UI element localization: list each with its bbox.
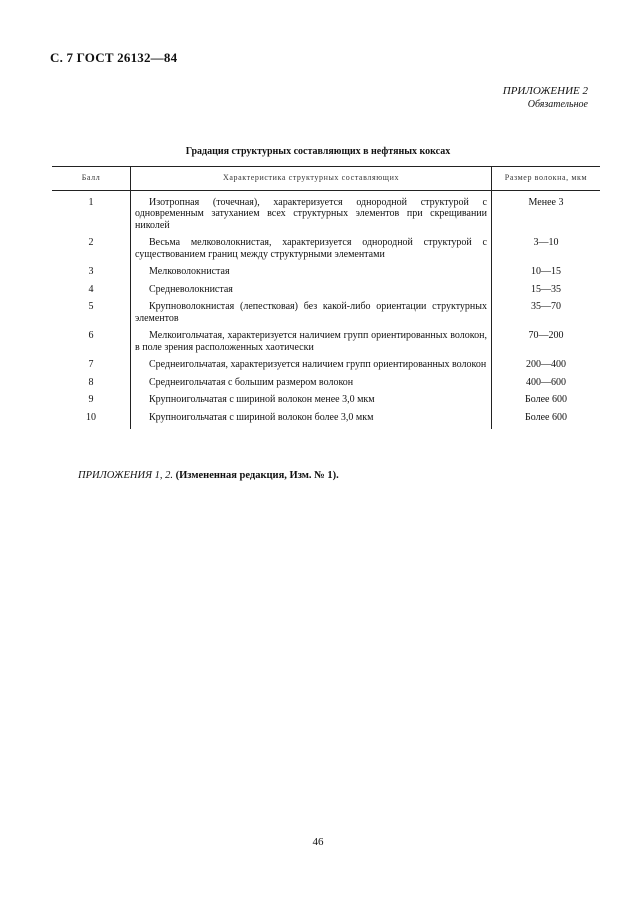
note-appendix-ref: ПРИЛОЖЕНИЯ 1, 2. xyxy=(78,470,173,481)
cell-score: 4 xyxy=(88,283,94,295)
structure-grade-table xyxy=(52,166,600,429)
table-row xyxy=(52,301,600,330)
appendix-block xyxy=(503,85,588,111)
cell-fiber-size: 15—35 xyxy=(531,283,561,295)
cell-score: 9 xyxy=(88,394,94,405)
table-row xyxy=(52,237,600,266)
cell-fiber-size: 400—600 xyxy=(526,376,566,388)
table-row xyxy=(52,190,600,237)
amendment-note xyxy=(78,470,339,481)
table-row xyxy=(52,377,600,395)
table-row xyxy=(52,412,600,430)
cell-score: 8 xyxy=(88,376,94,388)
cell-description: Крупноволокнистая (лепестковая) без какой-либо ориентации структурных элементов xyxy=(131,301,492,330)
cell-fiber-size: 35—70 xyxy=(531,301,561,312)
cell-fiber-size: Более 600 xyxy=(525,394,567,405)
cell-description: Весьма мелковолокнистая, характеризуется однородной структурой с существованием границ между структурными элементами xyxy=(131,237,492,266)
page-header: С. 7 ГОСТ 26132—84 xyxy=(50,50,178,65)
cell-fiber-size: 70—200 xyxy=(528,330,564,341)
cell-fiber-size: Более 600 xyxy=(525,411,567,423)
table-title: Градация структурных составляющих в нефтяных коксах xyxy=(185,146,451,157)
cell-fiber-size: 200—400 xyxy=(526,359,566,370)
table-row xyxy=(52,266,600,284)
header-fiber-size: Размер волокна, мкм xyxy=(492,167,601,191)
cell-description: Мелкоигольчатая, характеризуется наличием групп ориентированных волокон, в поле зрения расположенных хаотически xyxy=(131,330,492,359)
header-description: Характеристика структурных составляющих xyxy=(131,167,492,191)
page-number: 46 xyxy=(312,836,324,848)
table-header-row xyxy=(52,167,600,191)
cell-description: Изотропная (точечная), характеризуется однородной структурой с одновременным затуханием всех структурных элементов при скрещивании николей xyxy=(131,190,492,237)
cell-description: Крупноигольчатая с шириной волокон менее 3,0 мкм xyxy=(131,394,492,412)
note-amendment: (Измененная редакция, Изм. № 1). xyxy=(175,470,339,481)
cell-fiber-size: Менее 3 xyxy=(528,196,564,208)
cell-description: Средневолокнистая xyxy=(131,284,492,302)
cell-score: 6 xyxy=(88,330,94,341)
table-row xyxy=(52,284,600,302)
cell-score: 1 xyxy=(88,196,94,208)
cell-fiber-size: 3—10 xyxy=(533,237,559,248)
header-score: Балл xyxy=(52,167,131,191)
table-row xyxy=(52,330,600,359)
cell-description: Крупноигольчатая с шириной волокон более 3,0 мкм xyxy=(131,412,492,430)
cell-score: 3 xyxy=(88,266,94,277)
table-row xyxy=(52,359,600,377)
cell-score: 5 xyxy=(88,301,94,312)
cell-score: 10 xyxy=(86,411,96,423)
appendix-title: ПРИЛОЖЕНИЕ 2 xyxy=(502,85,588,97)
cell-description: Среднеигольчатая, характеризуется наличием групп ориентированных волокон xyxy=(131,359,492,377)
table-row xyxy=(52,394,600,412)
appendix-status: Обязательное xyxy=(527,99,588,110)
cell-fiber-size: 10—15 xyxy=(531,266,561,277)
cell-description: Среднеигольчатая с большим размером волокон xyxy=(131,377,492,395)
cell-description: Мелковолокнистая xyxy=(131,266,492,284)
cell-score: 7 xyxy=(88,359,94,370)
cell-score: 2 xyxy=(88,237,94,248)
